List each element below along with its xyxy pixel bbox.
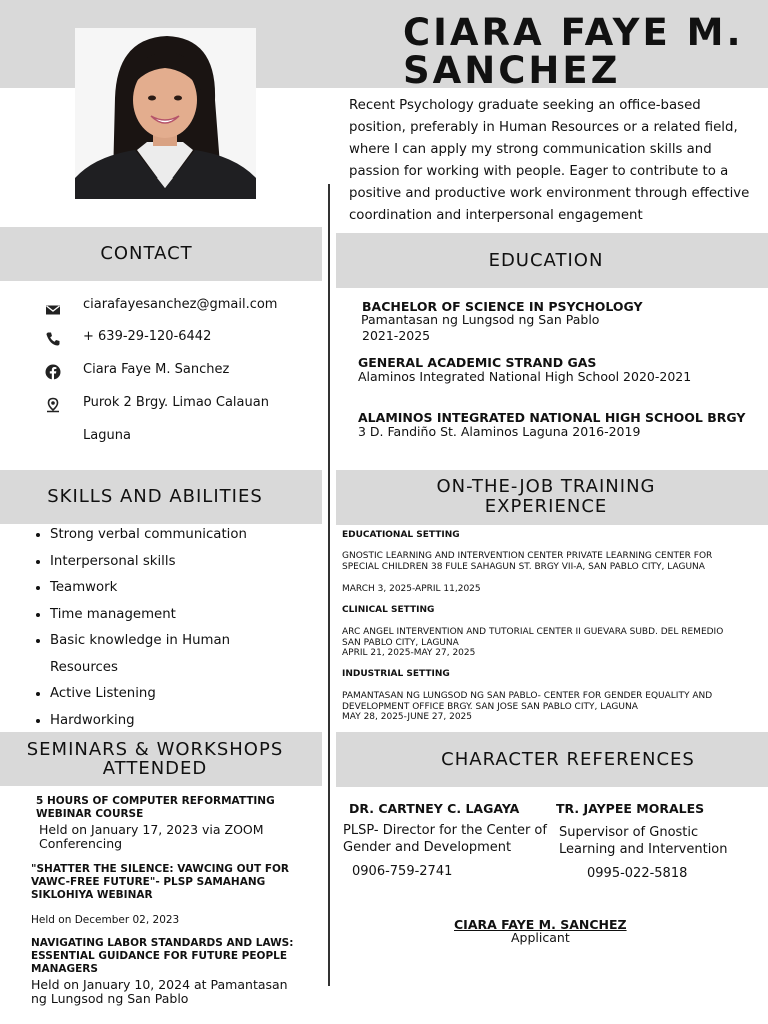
- ojt-dates: MAY 28, 2025-JUNE 27, 2025: [342, 712, 473, 722]
- education-title: ALAMINOS INTEGRATED NATIONAL HIGH SCHOOL BRGY: [358, 410, 746, 425]
- skill-item: • Interpersonal skills: [50, 549, 247, 576]
- references-heading: CHARACTER REFERENCES: [441, 749, 695, 770]
- education-school: Pamantasan ng Lungsod ng San Pablo: [361, 312, 600, 327]
- contact-address-line-2: Laguna: [83, 428, 131, 443]
- education-title: BACHELOR OF SCIENCE IN PSYCHOLOGY: [362, 299, 643, 314]
- summary-text: Recent Psychology graduate seeking an office-based position, preferably in Human Resources or a related field, where I can apply my strong communication skills and passion for working with people. Eager to contribute to a positive and productive work environment through effective coordination and interpersonal engagement: [349, 98, 750, 223]
- seminars-heading: [0, 740, 310, 778]
- name-line-2: SANCHEZ: [403, 49, 621, 92]
- seminars-heading-line-1: SEMINARS & WORKSHOPS: [26, 739, 284, 760]
- seminar-detail: Held on December 02, 2023: [31, 914, 180, 926]
- seminar-detail: Held on January 17, 2023 via ZOOM Conferencing: [39, 822, 264, 851]
- skill-item: • Teamwork: [50, 575, 247, 602]
- contact-email[interactable]: ciarafayesanchez@gmail.com: [83, 297, 278, 312]
- profile-photo: [75, 28, 256, 199]
- name-line-1: CIARA FAYE M.: [403, 11, 744, 54]
- reference-phone[interactable]: 0995-022-5818: [587, 866, 688, 881]
- seminars-heading-line-2: ATTENDED: [102, 758, 208, 779]
- ojt-setting: INDUSTRIAL SETTING: [342, 669, 450, 679]
- reference-name: DR. CARTNEY C. LAGAYA: [349, 801, 520, 816]
- ojt-detail: PAMANTASAN NG LUNGSOD NG SAN PABLO- CENTER FOR GENDER EQUALITY AND DEVELOPMENT OFFICE BRGY. SAN JOSE SAN PABLO CITY, LAGUNA: [342, 691, 713, 712]
- person-portrait-icon: [75, 28, 256, 199]
- reference-phone[interactable]: 0906-759-2741: [352, 864, 453, 879]
- seminar-title: 5 HOURS OF COMPUTER REFORMATTING WEBINAR COURSE: [36, 795, 275, 820]
- contact-facebook[interactable]: Ciara Faye M. Sanchez: [83, 362, 230, 377]
- column-divider: [328, 184, 330, 986]
- skills-list: [24, 522, 247, 734]
- skill-item: • Time management: [50, 602, 247, 629]
- facebook-icon: [45, 364, 61, 380]
- ojt-dates: APRIL 21, 2025-MAY 27, 2025: [342, 648, 476, 658]
- ojt-detail: ARC ANGEL INTERVENTION AND TUTORIAL CENTER II GUEVARA SUBD. DEL REMEDIO SAN PABLO CITY, LAGUNA: [342, 627, 724, 648]
- education-title: GENERAL ACADEMIC STRAND GAS: [358, 355, 597, 370]
- reference-name: TR. JAYPEE MORALES: [556, 801, 705, 816]
- ojt-setting: CLINICAL SETTING: [342, 605, 435, 615]
- mail-icon: [45, 302, 61, 318]
- candidate-name: [403, 11, 744, 92]
- education-school: 3 D. Fandiño St. Alaminos Laguna 2016-2019: [358, 424, 641, 439]
- ojt-heading: [336, 477, 756, 517]
- seminar-title: NAVIGATING LABOR STANDARDS AND LAWS: ESSENTIAL GUIDANCE FOR FUTURE PEOPLE MANAGERS: [31, 937, 294, 975]
- ojt-heading-line-2: EXPERIENCE: [484, 496, 608, 517]
- ojt-heading-line-1: ON-THE-JOB TRAINING: [436, 476, 656, 497]
- skill-item: • Active Listening: [50, 681, 247, 708]
- education-years: 2021-2025: [362, 328, 431, 343]
- skill-item: • Hardworking: [50, 708, 247, 735]
- contact-heading: CONTACT: [100, 243, 193, 264]
- education-school: Alaminos Integrated National High School 2020-2021: [358, 369, 692, 384]
- seminar-detail: Held on January 10, 2024 at Pamantasan ng Lungsod ng San Pablo: [31, 977, 288, 1006]
- skill-item: • Basic knowledge in Human: [50, 628, 247, 655]
- ojt-detail: GNOSTIC LEARNING AND INTERVENTION CENTER PRIVATE LEARNING CENTER FOR SPECIAL CHILDREN 38 FULE SAHAGUN ST. BRGY VII-A, SAN PABLO CITY, LAGUNA: [342, 551, 713, 572]
- phone-icon: [45, 331, 61, 347]
- location-icon: [45, 397, 61, 413]
- reference-role: PLSP- Director for the Center of Gender and Development: [343, 823, 547, 855]
- signature-label: Applicant: [511, 930, 570, 945]
- skill-item-continued: Resources: [50, 659, 118, 675]
- ojt-dates: MARCH 3, 2025-APRIL 11,2025: [342, 584, 481, 594]
- reference-role: Supervisor of Gnostic Learning and Intervention: [559, 825, 728, 857]
- contact-phone[interactable]: + 639-29-120-6442: [83, 329, 212, 344]
- skill-item: • Strong verbal communication: [50, 522, 247, 549]
- education-heading: EDUCATION: [488, 250, 604, 271]
- signature-name: CIARA FAYE M. SANCHEZ: [454, 917, 627, 932]
- contact-address-line-1: Purok 2 Brgy. Limao Calauan: [83, 395, 269, 410]
- ojt-setting: EDUCATIONAL SETTING: [342, 530, 460, 540]
- seminar-title: "SHATTER THE SILENCE: VAWCING OUT FOR VAWC-FREE FUTURE"- PLSP SAMAHANG SIKLOHIYA WEBINAR: [31, 863, 290, 901]
- skills-heading: SKILLS AND ABILITIES: [47, 486, 263, 507]
